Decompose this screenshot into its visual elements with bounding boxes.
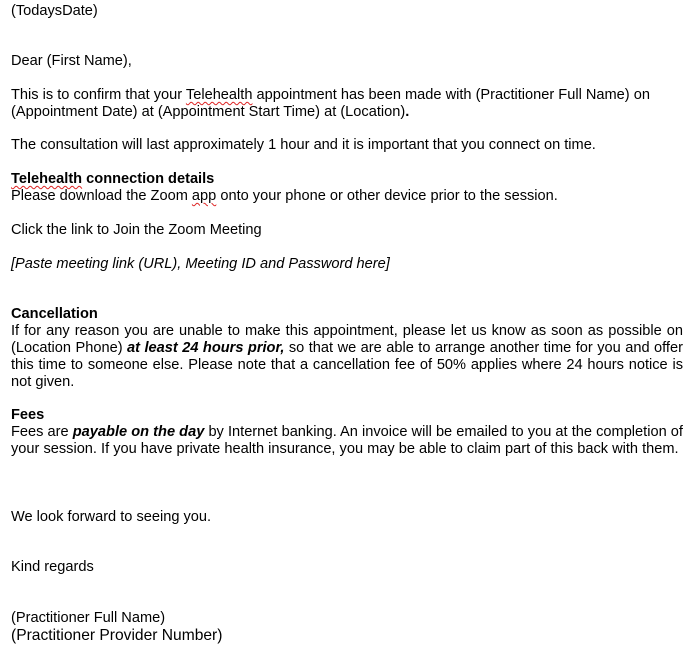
telehealth-heading-word: Telehealth xyxy=(11,171,83,187)
provider-number-text: (Practitioner Provider Number) xyxy=(11,627,223,644)
cancellation-heading-text: Cancellation xyxy=(11,306,98,322)
letter-date xyxy=(11,3,683,20)
download-paragraph xyxy=(11,188,683,205)
provider-number xyxy=(11,627,683,645)
cancel-bold-text: at least 24 hours prior, xyxy=(127,340,285,356)
placeholder-text: [Paste meeting link (URL), Meeting ID and Password here] xyxy=(11,256,390,272)
salutation-text: Dear (First Name), xyxy=(11,53,132,69)
confirm-period: . xyxy=(405,104,410,120)
app-word: app xyxy=(191,188,217,204)
look-forward-text: We look forward to seeing you. xyxy=(11,509,212,525)
confirmation-paragraph xyxy=(11,87,683,121)
consultation-paragraph xyxy=(11,137,683,154)
confirm-text-end: appointment has been made with (Practitioner Full Name) on (Appointment Date) at (Appointment Start Time) at (Location) xyxy=(11,87,650,120)
fees-heading xyxy=(11,407,683,424)
cancel-text-end: so that we are able to arrange another time for you and offer this time to someone else. Please note that a cancellation fee of 50% applies where 24 hours notice is not given. xyxy=(11,340,683,390)
practitioner-name-text: (Practitioner Full Name) xyxy=(11,610,166,626)
fees-paragraph xyxy=(11,424,683,458)
click-link-paragraph xyxy=(11,222,683,239)
date-text: (TodaysDate) xyxy=(11,3,98,19)
kind-regards-text: Kind regards xyxy=(11,559,94,575)
confirm-text-start: This is to confirm that your xyxy=(11,87,186,103)
click-link-text: Click the link to Join the Zoom Meeting xyxy=(11,222,262,238)
practitioner-name xyxy=(11,610,683,627)
salutation xyxy=(11,53,683,70)
fees-text-end: by Internet banking. An invoice will be emailed to you at the completion of your session. If you have private health insurance, you may be able to claim part of this back with them. xyxy=(11,424,683,457)
telehealth-heading-rest: connection details xyxy=(82,171,215,187)
kind-regards xyxy=(11,559,683,576)
cancellation-heading xyxy=(11,306,683,323)
consultation-text: The consultation will last approximately 1 hour and it is important that you connect on time. xyxy=(11,137,596,153)
download-text-end: onto your phone or other device prior to the session. xyxy=(216,188,558,204)
telehealth-word: Telehealth xyxy=(185,87,253,103)
fees-heading-text: Fees xyxy=(11,407,45,423)
cancellation-paragraph xyxy=(11,323,683,391)
fees-text-start: Fees are xyxy=(11,424,73,440)
download-text-start: Please download the Zoom xyxy=(11,188,192,204)
meeting-link-placeholder xyxy=(11,256,683,273)
look-forward-paragraph xyxy=(11,509,683,526)
fees-bold-text: payable on the day xyxy=(72,424,205,440)
cancel-text-start: If for any reason you are unable to make this appointment, please let us know as soon as possible on (Location Phone) xyxy=(11,323,683,356)
telehealth-heading xyxy=(11,171,683,188)
